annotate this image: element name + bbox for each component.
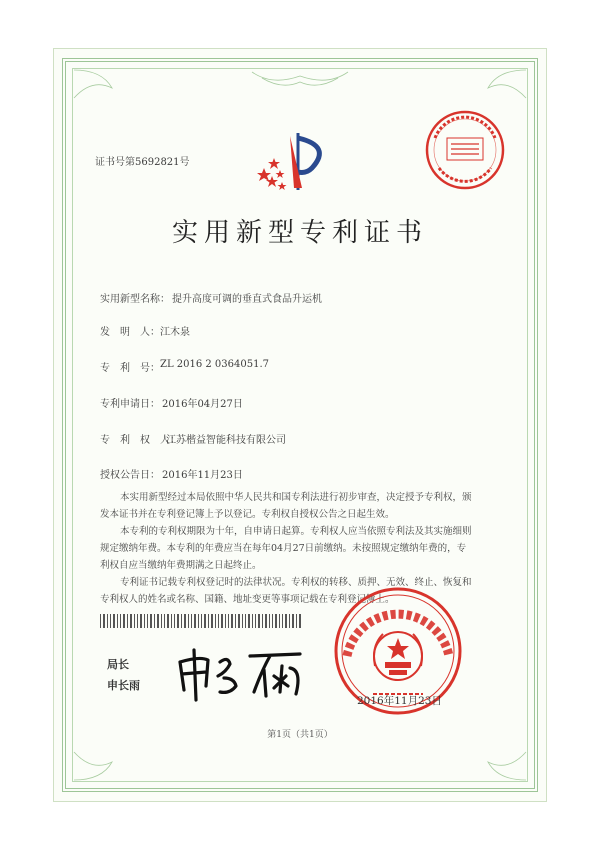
page-number: 第1页（共1页）	[267, 730, 333, 740]
director-name: 申长雨	[107, 679, 140, 692]
field-name-value: 提升高度可调的垂直式食品升运机	[172, 294, 322, 305]
field-grant-date-value: 2016年11月23日	[162, 470, 243, 481]
red-seal-stamp-icon	[423, 108, 507, 192]
field-filing-date-value: 2016年04月27日	[162, 399, 243, 410]
field-name-label: 实用新型名称：	[100, 294, 170, 305]
certificate-title: 实用新型专利证书	[171, 218, 428, 248]
paragraph-line: 规定缴纳年费。本专利的年费应当在每年04月27日前缴纳。未按照规定缴纳年费的，专	[100, 543, 467, 554]
paragraph-line: 发本证书并在专利登记簿上予以登记。专利权自授权公告之日起生效。	[100, 509, 395, 520]
field-filing-date-label: 专利申请日：	[100, 399, 160, 410]
field-inventor-label: 发 明 人：	[100, 327, 160, 338]
paragraph-line: 本专利的专利权期限为十年，自申请日起算。专利权人应当依照专利法及其实施细则	[120, 526, 472, 537]
paragraph-line: 本实用新型经过本局依照中华人民共和国专利法进行初步审查，决定授予专利权，颁	[120, 492, 472, 503]
director-title: 局长	[107, 658, 129, 671]
field-patent-no-label: 专 利 号：	[100, 363, 160, 374]
paragraph-line: 专利证书记载专利权登记时的法律状况。专利权的转移、质押、无效、终止、恢复和	[120, 577, 472, 588]
field-holder-label: 专 利 权 人：	[100, 435, 180, 446]
field-grant-date-label: 授权公告日：	[100, 470, 160, 481]
field-inventor-value: 江木泉	[160, 327, 190, 338]
paragraph-line: 利权自应当缴纳年费期满之日起终止。	[100, 560, 262, 571]
issue-date: 2016年11月23日	[357, 695, 442, 707]
barcode-icon	[100, 614, 303, 628]
paragraph-line: 专利权人的姓名或名称、国籍、地址变更等事项记载在专利登记簿上。	[100, 594, 395, 605]
certificate-number: 证书号第5692821号	[95, 157, 190, 168]
handwritten-signature-icon	[170, 642, 315, 704]
cnipa-logo-icon	[250, 128, 340, 198]
field-holder-value: 江苏楷益智能科技有限公司	[166, 435, 286, 446]
field-patent-no-value: ZL 2016 2 0364051.7	[160, 359, 270, 370]
